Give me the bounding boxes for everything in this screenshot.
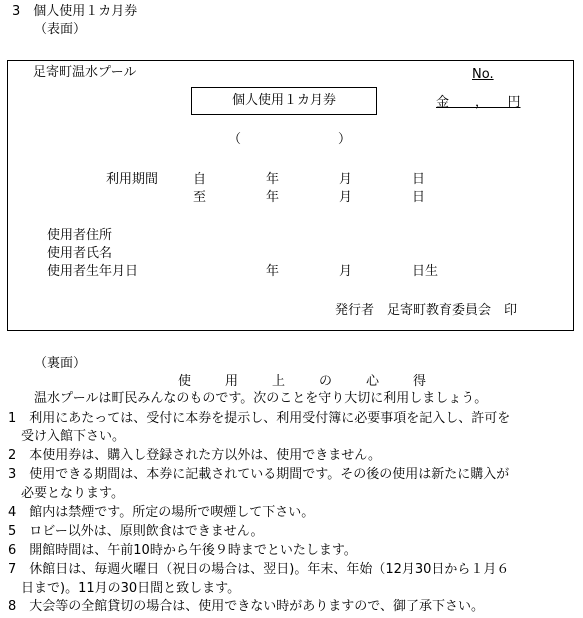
guideline-line: 5 ロビー以外は、原則飲食はできません。	[8, 524, 264, 539]
from-year: 年	[266, 172, 280, 187]
period-from: 自	[193, 172, 207, 187]
period-to: 至	[193, 190, 207, 205]
guideline-line: 6 開館時間は、午前10時から午後９時までといたします。	[8, 543, 357, 558]
birth-day: 日生	[412, 264, 439, 279]
to-month: 月	[339, 190, 353, 205]
birth-month: 月	[339, 264, 353, 279]
guideline-line: 7 休館日は、毎週火曜日（祝日の場合は、翌日)。年末、年始（12月30日から１月６	[8, 562, 510, 577]
guideline-line: 受け入館下さい。	[8, 429, 126, 444]
back-side-label: （裏面）	[34, 356, 87, 371]
ticket-number: No.	[472, 67, 494, 82]
user-name-label: 使用者氏名	[47, 246, 113, 261]
issuer: 発行者 足寄町教育委員会 印	[335, 303, 518, 318]
guideline-line: 1 利用にあたっては、受付に本券を提示し、利用受付簿に必要事項を記入し、許可を	[8, 411, 511, 426]
user-birthdate-label: 使用者生年月日	[47, 264, 139, 279]
period-label: 利用期間	[106, 172, 159, 187]
paren-open: （	[228, 132, 242, 147]
facility-name: 足寄町温水プール	[33, 65, 137, 80]
from-month: 月	[339, 172, 353, 187]
front-side-label: （表面）	[34, 22, 87, 37]
ticket-type-box: 個人使用１カ月券	[191, 87, 377, 115]
to-day: 日	[412, 190, 426, 205]
from-day: 日	[412, 172, 426, 187]
user-address-label: 使用者住所	[47, 228, 113, 243]
guideline-line: 必要となります。	[8, 486, 124, 501]
to-year: 年	[266, 190, 280, 205]
guideline-line: 3 使用できる期間は、本券に記載されている期間です。その後の使用は新たに購入が	[8, 467, 510, 482]
birth-year: 年	[266, 264, 280, 279]
guidelines-heading: 使用上の心得	[178, 374, 461, 389]
guideline-line: 日まで)。11月の30日間と致します。	[8, 581, 241, 596]
guideline-line: 8 大会等の全館貸切の場合は、使用できない時がありますので、御了承下さい。	[8, 599, 485, 614]
section-title: 3 個人使用１カ月券	[12, 4, 138, 19]
guideline-line: 4 館内は禁煙です。所定の場所で喫煙して下さい。	[8, 505, 315, 520]
guideline-line: 2 本使用券は、購入し登録された方以外は、使用できません。	[8, 448, 382, 463]
guidelines-intro: 温水プールは町民みんなのものです。次のことを守り大切に利用しましょう。	[34, 391, 488, 406]
price-field: 金 ， 円	[436, 95, 521, 110]
paren-close: ）	[338, 132, 352, 147]
